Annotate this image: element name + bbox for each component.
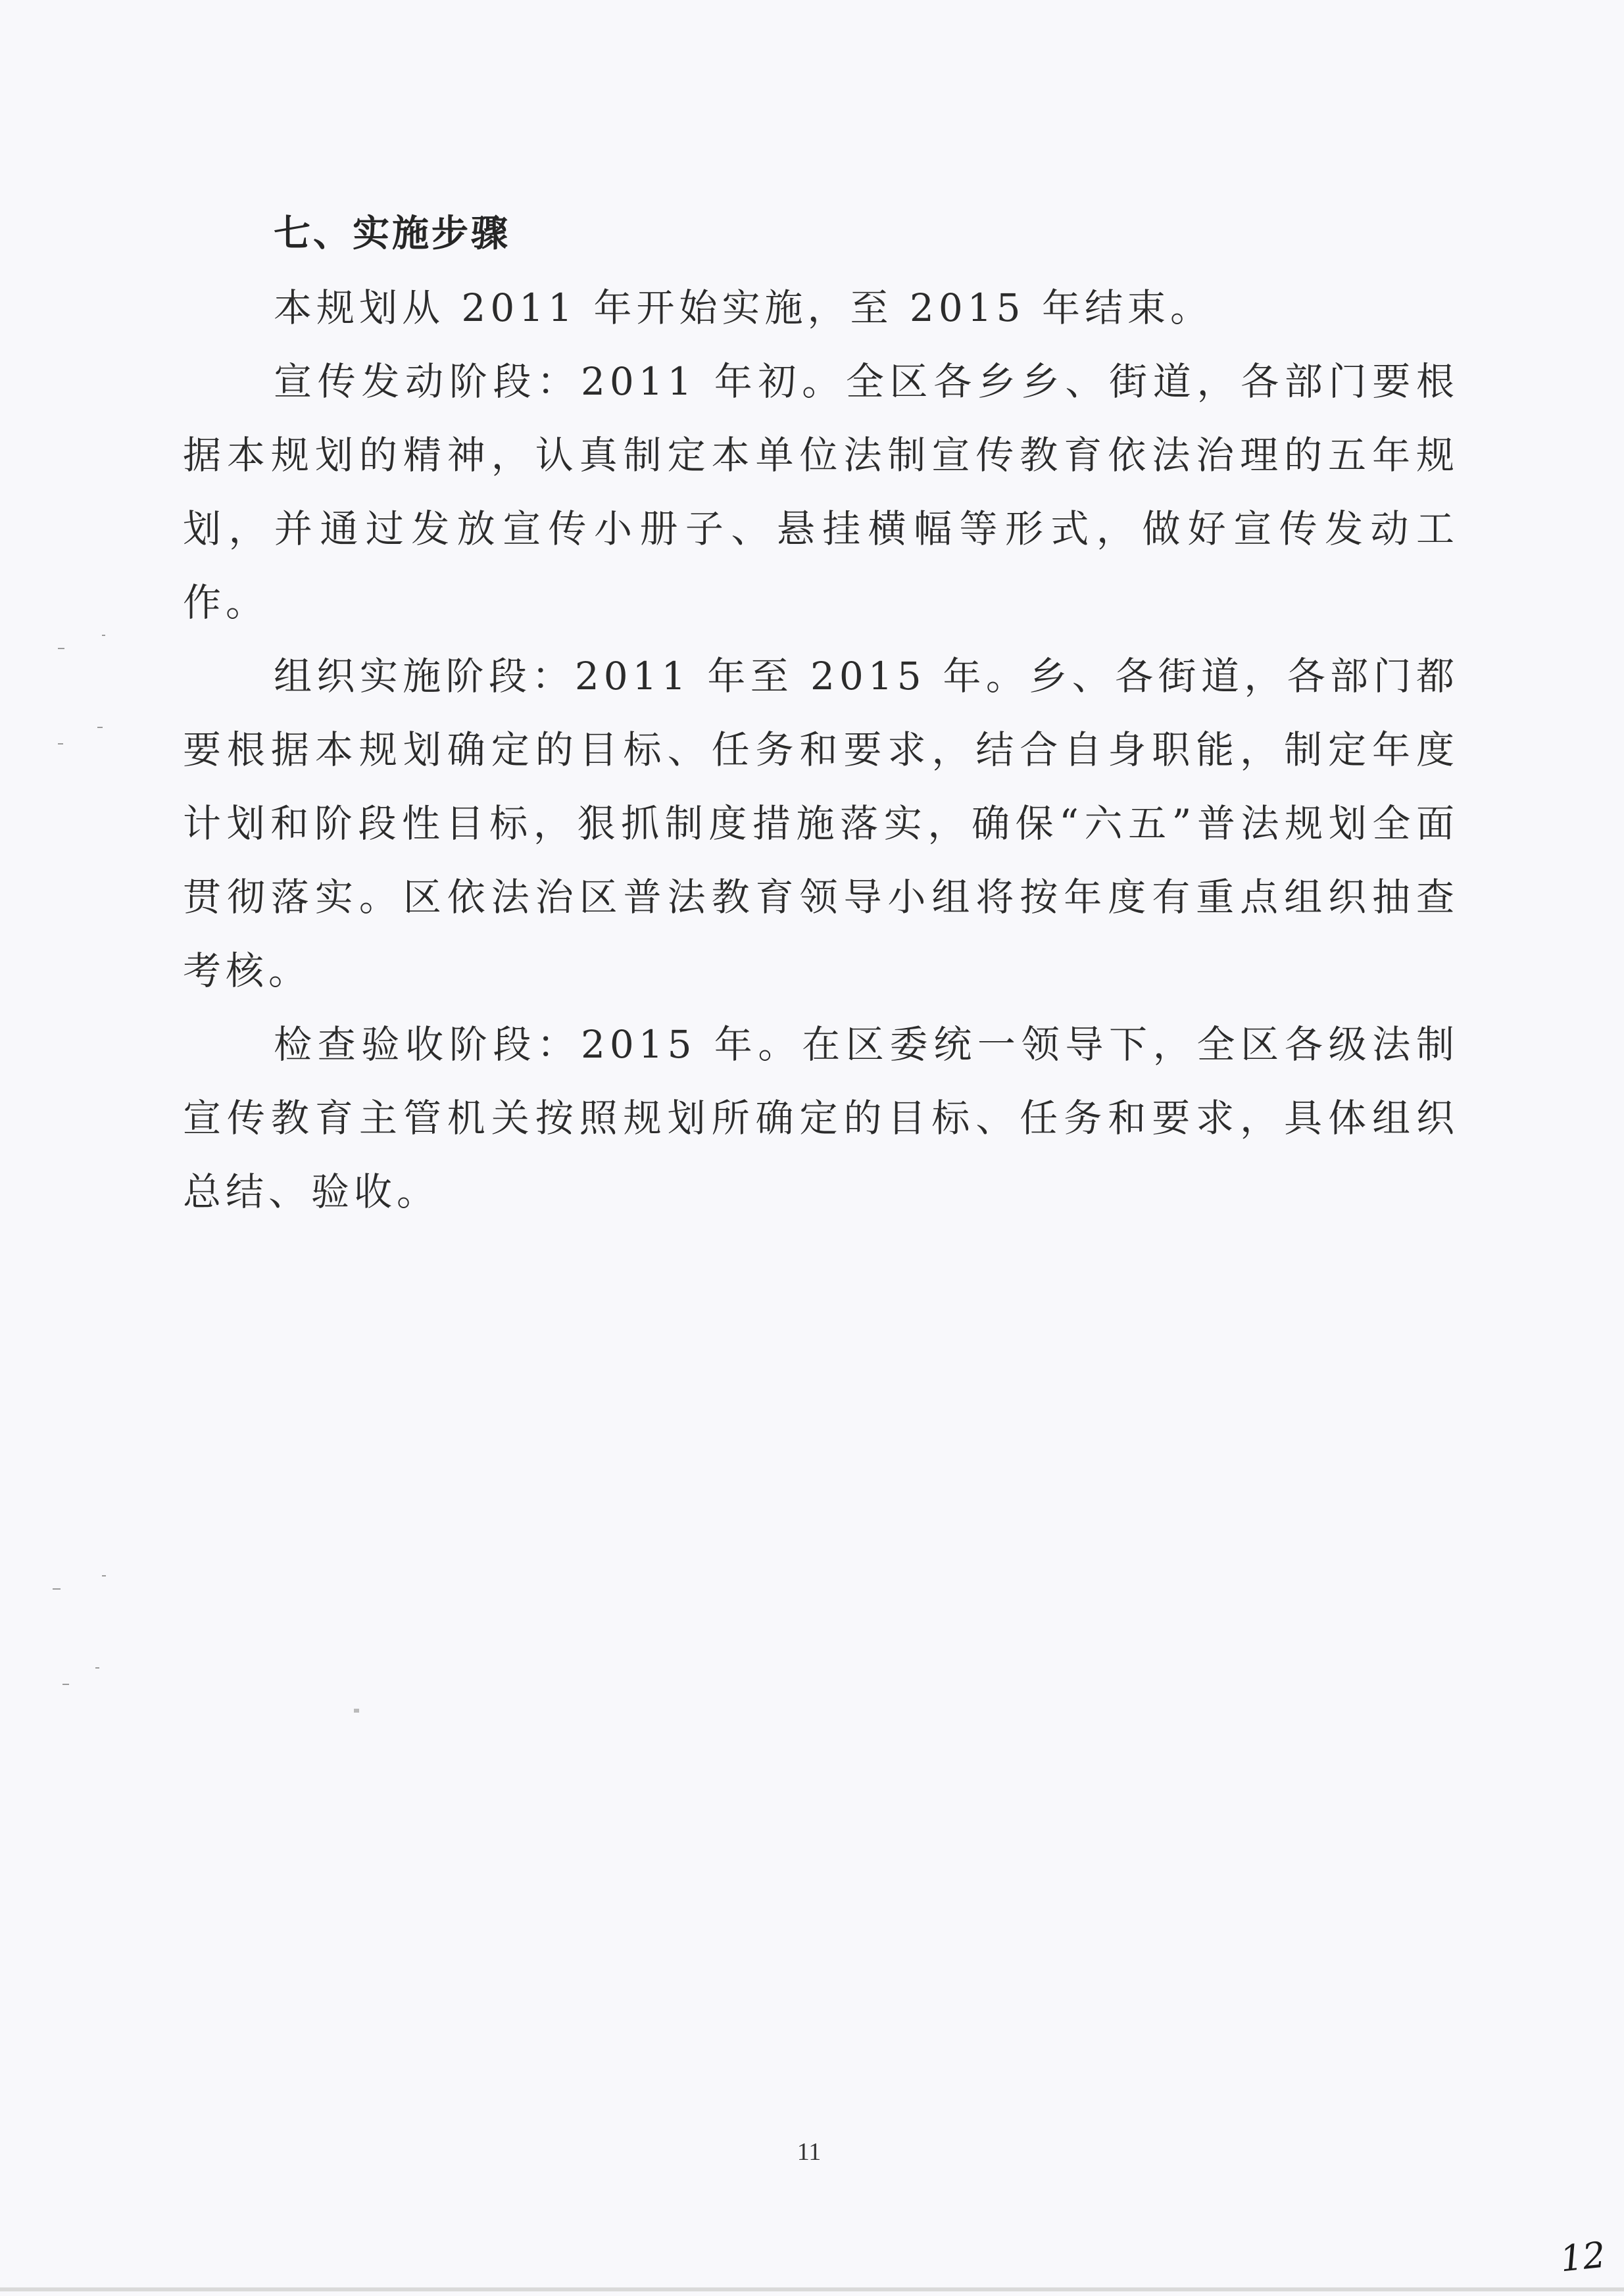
paragraph-inspection-stage: 检查验收阶段：2015 年。在区委统一领导下，全区各级法制宣传教育主管机关按照规划所确定的目标、任务和要求，具体组织总结、验收。	[183, 1022, 1459, 1214]
document-body	[183, 197, 1459, 1229]
handwritten-page-number: 12	[1558, 2234, 1608, 2280]
scan-speck	[53, 1588, 61, 1590]
paragraph-implementation-period: 本规划从 2011 年开始实施，至 2015 年结束。	[274, 285, 1213, 330]
scan-speck	[58, 648, 64, 649]
section-heading: 七、实施步骤	[274, 212, 510, 255]
scan-speck	[102, 1575, 106, 1576]
paragraph-publicity-stage: 宣传发动阶段：2011 年初。全区各乡乡、街道，各部门要根据本规划的精神，认真制定本单位法制宣传教育依法治理的五年规划，并通过发放宣传小册子、悬挂横幅等形式，做好宣传发动工作。	[183, 359, 1459, 625]
scan-speck	[354, 1709, 359, 1713]
scan-speck	[102, 635, 105, 636]
scan-speck	[95, 1667, 99, 1669]
page-number: 11	[797, 2138, 822, 2166]
scan-speck	[97, 727, 103, 728]
paragraph-organization-stage: 组织实施阶段：2011 年至 2015 年。乡、各街道，各部门都要根据本规划确定的目标、任务和要求，结合自身职能，制定年度计划和阶段性目标，狠抓制度措施落实，确保“六五”普法规划全面贯彻落实。区依法治区普法教育领导小组将按年度有重点组织抽查考核。	[183, 654, 1459, 993]
scan-speck	[58, 743, 63, 745]
scan-bottom-edge	[0, 2287, 1624, 2291]
scan-speck	[62, 1684, 69, 1685]
